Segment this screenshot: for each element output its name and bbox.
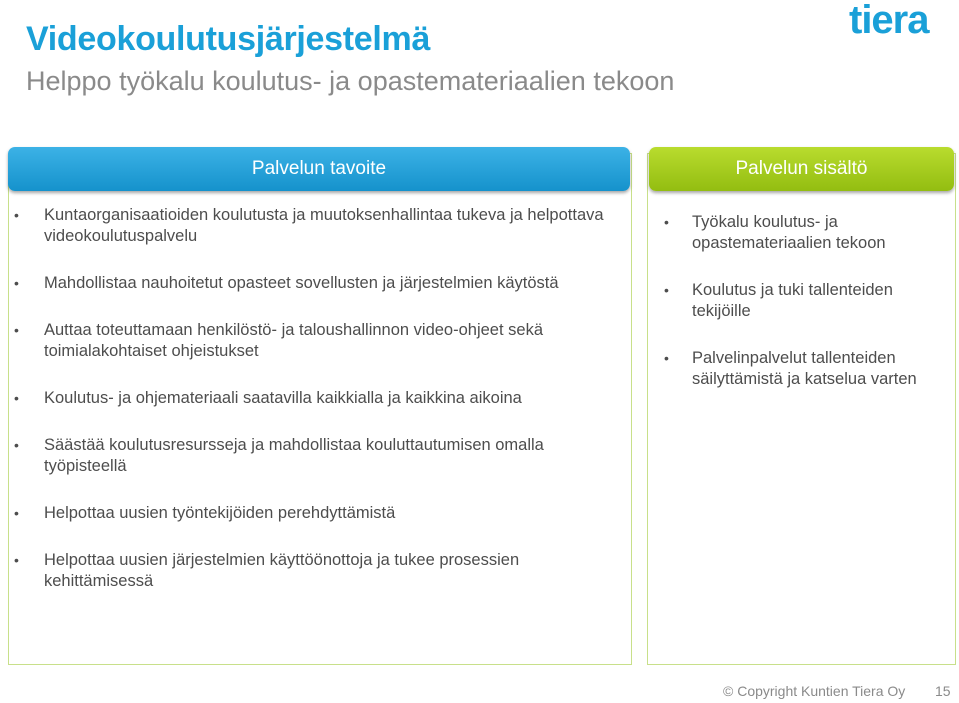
list-item: • Kuntaorganisaatioiden koulutusta ja muutoksenhallintaa tukeva ja helpottava videokoulutuspalvelu: [10, 205, 620, 247]
content-panel-heading: Palvelun sisältö: [649, 147, 954, 191]
list-item: • Helpottaa uusien työntekijöiden perehdyttämistä: [10, 503, 620, 524]
list-item: • Koulutus ja tuki tallenteiden tekijöille: [664, 280, 952, 322]
copyright-text: © Copyright Kuntien Tiera Oy: [723, 683, 906, 699]
list-item: • Koulutus- ja ohjemateriaali saatavilla kaikkialla ja kaikkina aikoina: [10, 388, 620, 409]
page-number: 15: [935, 683, 951, 699]
list-item: • Palvelinpalvelut tallenteiden säilyttämistä ja katselua varten: [664, 348, 952, 390]
page-subtitle: Helppo työkalu koulutus- ja opastemateriaalien tekoon: [26, 66, 675, 96]
goal-panel-heading: Palvelun tavoite: [8, 147, 630, 191]
content-list: [664, 212, 952, 390]
list-item: • Auttaa toteuttamaan henkilöstö- ja taloushallinnon video-ohjeet sekä toimialakohtaiset ohjeistukset: [10, 320, 620, 362]
goal-list: [10, 205, 620, 592]
page-title: Videokoulutusjärjestelmä: [26, 20, 431, 58]
list-item: • Työkalu koulutus- ja opastemateriaalien tekoon: [664, 212, 952, 254]
list-item: • Helpottaa uusien järjestelmien käyttöönottoja ja tukee prosessien kehittämisessä: [10, 550, 620, 592]
list-item: • Mahdollistaa nauhoitetut opasteet sovellusten ja järjestelmien käytöstä: [10, 273, 620, 294]
list-item: • Säästää koulutusresursseja ja mahdollistaa kouluttautumisen omalla työpisteellä: [10, 435, 620, 477]
tiera-logo: tiera: [849, 0, 929, 42]
